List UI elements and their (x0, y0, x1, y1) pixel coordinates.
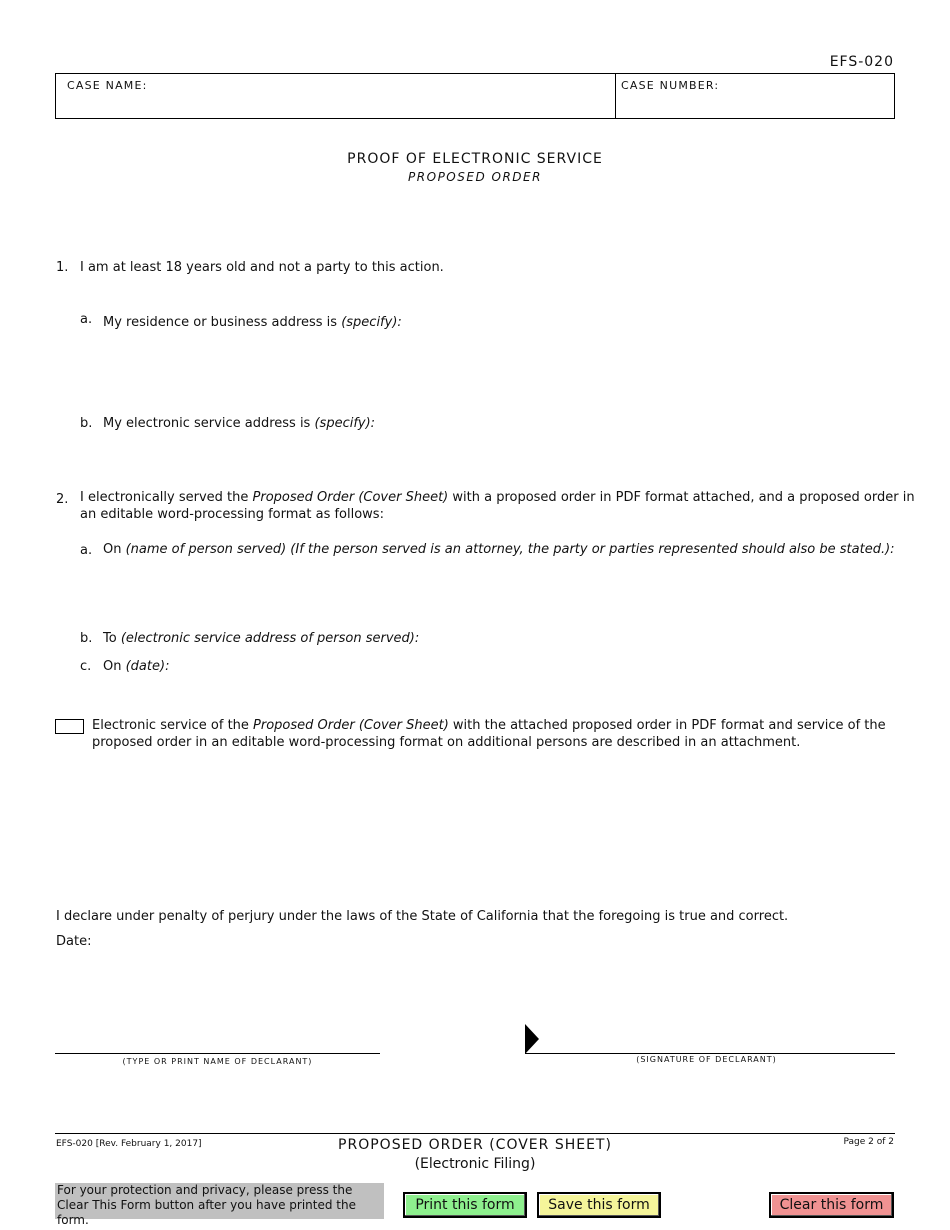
item-2-number: 2. (56, 492, 69, 507)
item-1a-letter: a. (80, 312, 93, 327)
print-button[interactable]: Print this form (403, 1192, 527, 1218)
clear-button[interactable]: Clear this form (769, 1192, 894, 1218)
footer-rule (55, 1133, 895, 1134)
item-2c-letter: c. (80, 659, 92, 674)
item-2b-text: To (electronic service address of person served): (103, 631, 420, 646)
form-subtitle: PROPOSED ORDER (408, 170, 542, 184)
item-1-number: 1. (56, 260, 69, 275)
footer-subtitle: (Electronic Filing) (414, 1156, 536, 1172)
case-header-divider (615, 74, 616, 118)
item-1a-text: My residence or business address is (specify): (103, 315, 402, 330)
attachment-line-2: proposed order in an editable word-processing format on additional persons are described in an attachment. (92, 735, 801, 750)
form-title: PROOF OF ELECTRONIC SERVICE (347, 151, 603, 167)
declaration-text: I declare under penalty of perjury under the laws of the State of California that the foregoing is true and correct. (56, 909, 789, 924)
save-button[interactable]: Save this form (537, 1192, 661, 1218)
item-2-line-2: an editable word-processing format as follows: (80, 507, 384, 522)
attachment-line-1: Electronic service of the Proposed Order (Cover Sheet) with the attached proposed order in PDF format and service of the (92, 718, 886, 733)
name-line (55, 1053, 380, 1054)
date-label: Date: (56, 934, 92, 949)
case-header-box (55, 73, 895, 119)
signature-arrow-icon (525, 1024, 539, 1054)
form-id: EFS-020 (829, 54, 894, 70)
item-2b-letter: b. (80, 631, 93, 646)
signature-line (525, 1053, 895, 1054)
item-1-text: I am at least 18 years old and not a party to this action. (80, 260, 444, 275)
privacy-notice: For your protection and privacy, please press the Clear This Form button after you have printed the form. (55, 1183, 384, 1219)
item-1b-text: My electronic service address is (specify): (103, 416, 376, 431)
item-2-line-1: I electronically served the Proposed Order (Cover Sheet) with a proposed order in PDF format attached, and a proposed order in (80, 490, 915, 505)
case-name-label: CASE NAME: (67, 79, 148, 92)
footer-title: PROPOSED ORDER (COVER SHEET) (338, 1137, 612, 1153)
item-2a-letter: a. (80, 543, 93, 558)
case-number-label: CASE NUMBER: (621, 79, 720, 92)
signature-label: (SIGNATURE OF DECLARANT) (636, 1055, 777, 1064)
item-1b-letter: b. (80, 416, 93, 431)
item-2c-text: On (date): (103, 659, 170, 674)
footer-revision: EFS-020 [Rev. February 1, 2017] (56, 1139, 202, 1149)
attachment-checkbox[interactable] (55, 719, 84, 734)
item-2a-text: On (name of person served) (If the person served is an attorney, the party or parties represented should also be stated.): (103, 542, 895, 557)
name-label: (TYPE OR PRINT NAME OF DECLARANT) (122, 1057, 313, 1066)
footer-page-number: Page 2 of 2 (843, 1137, 894, 1147)
